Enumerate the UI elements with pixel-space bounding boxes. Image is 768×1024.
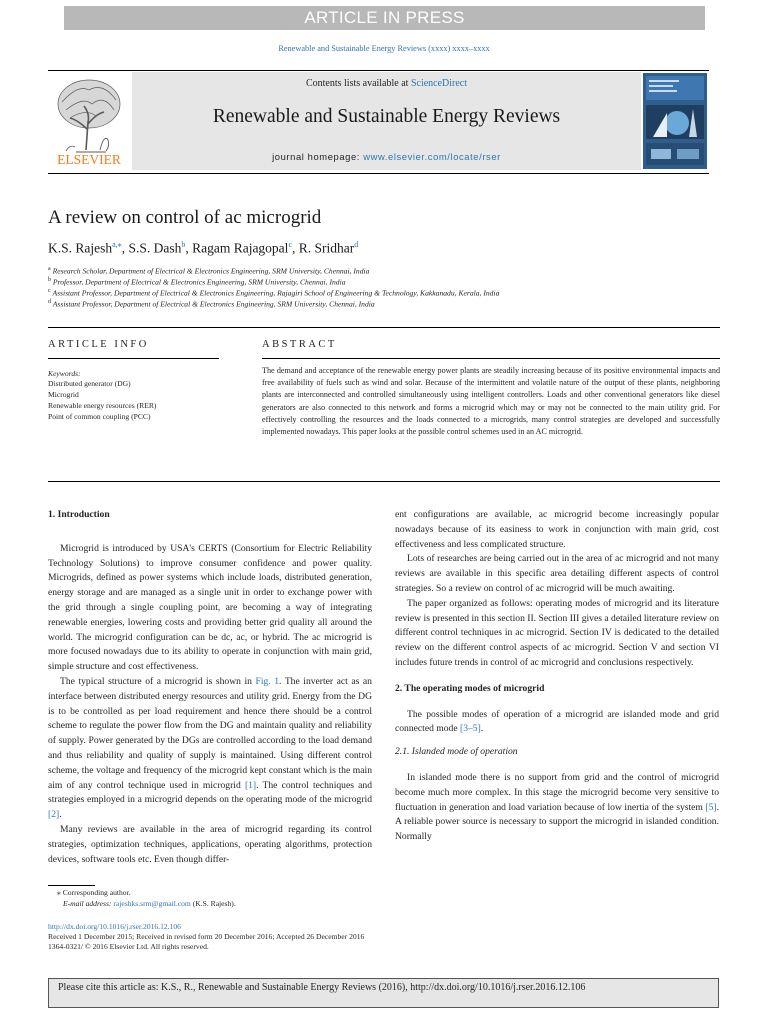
article-info-divider bbox=[48, 358, 219, 359]
journal-cover-thumbnail[interactable] bbox=[643, 73, 707, 169]
section-heading: 2. The operating modes of microgrid bbox=[395, 682, 545, 694]
homepage-prefix: journal homepage: bbox=[272, 151, 364, 162]
body-paragraph: Lots of researches are being carried out in the area of ac microgrid and not many reviews are available in this specific area detailing different aspects of control strategies. So a review on control of ac microgrid will be much awaiting. bbox=[395, 553, 719, 594]
author-affiliation-mark[interactable]: c bbox=[288, 240, 292, 249]
paper-title: A review on control of ac microgrid bbox=[48, 207, 322, 228]
body-paragraph: Many reviews are available in the area of microgrid regarding its control strategies, optimization techniques, applications, operating algorithms, protection devices, software tools etc. Even though differ- bbox=[48, 823, 372, 865]
section-heading: 1. Introduction bbox=[48, 509, 110, 520]
affiliation: $^d$ Assistant Professor, Department of Electrical & Electronics Engineering, SRM University, Chennai, India bbox=[48, 299, 375, 309]
figure-link[interactable]: Fig. 1 bbox=[255, 675, 280, 687]
author-affiliation-mark[interactable]: b bbox=[181, 240, 186, 249]
affiliation: $^b$ Professor, Department of Electrical & Electronics Engineering, SRM University, Chennai, India bbox=[48, 277, 346, 287]
received-dates: Received 1 December 2015; Received in revised form 20 December 2016; Accepted 26 December 2016 bbox=[48, 932, 365, 941]
email-link[interactable]: rajeshks.srm@gmail.com bbox=[113, 899, 191, 908]
body-paragraph: In islanded mode there is no support from grid and the control of microgrid become much more complex. In this stage the microgrid become very sensitive to fluctuation in generation and load variation because of low inertia of the system [5]. A reliable power source is necessary to support the microgrid in islanded condition. Normally bbox=[395, 771, 719, 843]
author-name[interactable]: S.S. Dash bbox=[128, 240, 182, 256]
elsevier-wordmark: ELSEVIER bbox=[57, 152, 121, 166]
section-divider bbox=[48, 481, 720, 482]
keyword[interactable]: Microgrid bbox=[48, 390, 79, 399]
email-note: E-mail address: rajeshks.srm@gmail.com (K.S. Rajesh). bbox=[63, 899, 236, 908]
author-affiliation-mark[interactable]: a,⁎ bbox=[112, 240, 122, 249]
contents-line bbox=[132, 78, 641, 89]
body-paragraph: The paper organized as follows: operating modes of microgrid and its literature review is presented in this section II. Section III gives a detailed literature review on different control techniques in ac microgrid. Section IV is dedicated to the detailed review on the different control aspects of ac microgrid. Section V and section VI includes future trends in control of ac microgrid and conclusions respectively. bbox=[395, 597, 719, 668]
body-column-right bbox=[395, 508, 719, 845]
article-info-heading: ARTICLE INFO bbox=[48, 339, 149, 350]
contents-prefix: Contents lists available at bbox=[305, 78, 411, 89]
journal-citation-line[interactable]: Renewable and Sustainable Energy Reviews (xxxx) xxxx–xxxx bbox=[278, 44, 490, 53]
author-list: K.S. Rajesh$^{a,⁎}$, S.S. Dash$^b$, Ragam Rajagopal$^c$, R. Sridhar$^d$ bbox=[48, 240, 359, 256]
author-affiliation-mark[interactable]: d bbox=[354, 240, 359, 249]
body-paragraph: The typical structure of a microgrid is shown in Fig. 1. The inverter act as an interface between distributed energy resources and utility grid. Energy from the DG is to be controlled as per load requirement and hence there should be a control scheme to regulate the power flow from the DG and maintain quality and reliability of supply. Power generated by the DGs are controlled according to the load demand and thus reliability and quality of supply is maintained. Using different control scheme, the voltage and frequency of the microgrid kept constant which is the main aim of any control technique used in microgrid [1]. The control techniques and strategies employed in a microgrid depends on the operating mode of the microgrid [2]. bbox=[48, 675, 372, 821]
section-divider bbox=[48, 327, 720, 328]
abstract-heading: ABSTRACT bbox=[262, 339, 337, 350]
reference-link[interactable]: [1] bbox=[244, 779, 257, 791]
abstract-divider bbox=[262, 358, 720, 359]
keyword[interactable]: Renewable energy resources (RER) bbox=[48, 401, 157, 410]
author-name[interactable]: Ragam Rajagopal bbox=[192, 240, 289, 256]
reference-link[interactable]: [3–5] bbox=[460, 723, 481, 735]
corresponding-author-note: ⁎ Corresponding author. bbox=[57, 888, 131, 897]
author-name[interactable]: K.S. Rajesh bbox=[48, 240, 113, 256]
journal-homepage-link[interactable]: www.elsevier.com/locate/rser bbox=[363, 151, 501, 162]
body-paragraph: The possible modes of operation of a microgrid are islanded mode and grid connected mode [3–5]. bbox=[395, 708, 719, 735]
body-paragraph: Microgrid is introduced by USA's CERTS (Consortium for Electric Reliability Technology Solutions) to improve consumer confidence and power quality. Microgrids, defined as power systems which include loads, distributed generation, energy storage and are managed as a single unit in order to exchange power with the grid through a single coupling point, are becoming a way of integrating renewable energies, lowering costs and providing better grid quality all around the world. The microgrid configuration can be dc, ac, or hybrid. The ac microgrid is more focused nowadays due to its ability to operate in conjunction with main grid, simple structure and cost effectiveness. bbox=[48, 542, 372, 673]
keywords-label: Keywords: bbox=[48, 369, 81, 378]
article-in-press-banner: ARTICLE IN PRESS bbox=[64, 6, 705, 30]
copyright-line: 1364-0321/ © 2016 Elsevier Ltd. All rights reserved. bbox=[48, 942, 209, 951]
elsevier-logo bbox=[48, 74, 130, 166]
keyword[interactable]: Point of common coupling (PCC) bbox=[48, 412, 151, 421]
elsevier-tree-icon bbox=[58, 80, 120, 152]
footnote-divider bbox=[48, 885, 95, 886]
reference-link[interactable]: [2] bbox=[48, 809, 60, 821]
subsection-heading: 2.1. Islanded mode of operation bbox=[395, 746, 518, 758]
keyword[interactable]: Distributed generator (DG) bbox=[48, 379, 131, 388]
reference-link[interactable]: [5] bbox=[705, 801, 717, 813]
doi-link[interactable]: http://dx.doi.org/10.1016/j.rser.2016.12.106 bbox=[48, 922, 181, 931]
journal-title: Renewable and Sustainable Energy Reviews bbox=[212, 106, 561, 127]
sciencedirect-link[interactable]: ScienceDirect bbox=[410, 78, 468, 89]
body-column-left bbox=[48, 508, 372, 867]
body-paragraph: ent configurations are available, ac microgrid become increasingly popular nowadays because of its easiness to work in conjunction with main grid, cost effectiveness and less complicated structure. bbox=[395, 509, 719, 550]
author-name[interactable]: R. Sridhar bbox=[298, 240, 355, 256]
affiliation: $^c$ Assistant Professor, Department of Electrical & Electronics Engineering, Rajagiri School of Engineering & Technology, Kakkanadu, Kerala, India bbox=[48, 288, 500, 298]
citation-box-text: Please cite this article as: K.S., R., Renewable and Sustainable Energy Reviews (2016), http://dx.doi.org/10.1016/j.rser.2016.12.106 bbox=[58, 982, 586, 993]
affiliation: $^a$ Research Scholar, Department of Electrical & Electronics Engineering, SRM University, Chennai, India bbox=[48, 266, 370, 276]
abstract-text: The demand and acceptance of the renewable energy power plants are steadily increasing because of its positive environmental impacts and free availability of fuels such as wind and solar. Because of the intermittent and volatile nature of the output of these plants, neighboring plants are interconnected and controlled simultaneously using intelligent controllers. Loads and other conventional generators like diesel generators are also connected to this network and forms a microgrid which may or may not be connected to the main utility grid. For effectively controlling the resources and the loads connected to a microgrids, many control strategies are developed and successfully implemented nowadays. This paper looks at the possible control schemes used in an AC microgrid. bbox=[262, 366, 720, 437]
journal-homepage-line bbox=[132, 151, 641, 162]
